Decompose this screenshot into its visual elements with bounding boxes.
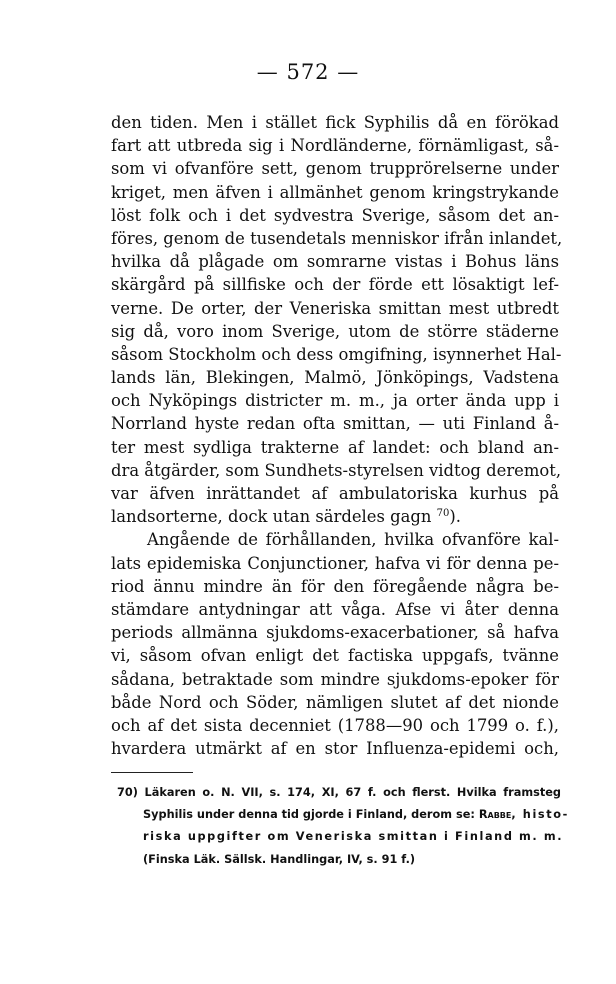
page-number: — 572 — [256, 60, 360, 84]
text-line: såsom Stockholm och dess omgifning, isynnerhet Hal- [111, 344, 562, 364]
text-line: stämdare antydningar att våga. Afse vi åter denna [111, 599, 559, 619]
footnote-reference-suffix: ). [449, 507, 461, 527]
text-line: och Nyköpings districter m. m., ja orter ända upp i [111, 391, 559, 411]
text-line: lands län, Blekingen, Malmö, Jönköpings, Vadstena [111, 368, 559, 388]
text-line: vi, såsom ofvan enligt det factiska uppgafs, tvänne [111, 646, 559, 666]
text-line: sig då, voro inom Sverige, utom de större städerne [111, 321, 559, 341]
text-line: hvardera utmärkt af en stor Influenza-epidemi och, [111, 739, 559, 759]
text-line: Norrland hyste redan ofta smittan, — uti Finland å- [111, 414, 559, 434]
text-line: och af det sista decenniet (1788—90 och 1799 o. f.), [111, 715, 559, 735]
text-line: kriget, men äfven i allmänhet genom kringstrykande [111, 182, 559, 202]
text-line: verne. De orter, der Veneriska smittan mest utbredt [111, 298, 559, 318]
text-line: föres, genom de tusendetals menniskor ifrån inlandet, [111, 228, 563, 248]
text-line: periods allmänna sjukdoms-exacerbationer, så hafva [111, 623, 559, 643]
text-line: den tiden. Men i stället fick Syphilis då en förökad [111, 113, 559, 132]
text-line: hvilka då plågade om somrarne vistas i Bohus läns [111, 252, 559, 272]
text-line: Angående de förhållanden, hvilka ofvanföre kal- [147, 530, 559, 550]
footnote-line: riska uppgifter om Veneriska smittan i Finland m. m. [143, 830, 564, 844]
text-line: riod ännu mindre än för den föregående några be- [111, 576, 559, 596]
footnote-line: (Finska Läk. Sällsk. Handlingar, IV, s. 91 f.) [143, 852, 416, 866]
footnote-divider [111, 772, 193, 773]
text-line: var äfven inrättandet af ambulatoriska kurhus på [111, 484, 559, 503]
footnote-line [117, 804, 569, 826]
text-line: både Nord och Söder, nämligen slutet af det nionde [111, 692, 559, 712]
text-line: lats epidemiska Conjunctioner, hafva vi för denna pe- [111, 553, 559, 573]
text-line: som vi ofvanföre sett, genom trupprörelserne under [111, 159, 559, 179]
text-line: ter mest sydliga trakterne af landet: och bland an- [111, 437, 559, 457]
text-line: landsorterne, dock utan särdeles gagn [111, 507, 432, 527]
text-line: dra åtgärder, som Sundhets-styrelsen vidtog deremot, [111, 460, 562, 480]
footnote-author: Rabbe [478, 808, 512, 822]
text-line: löst folk och i det sydvestra Sverige, såsom det an- [111, 205, 559, 225]
text-line: skärgård på sillfiske och der förde ett lösaktigt lef- [111, 275, 559, 295]
text-line-with-footnote [111, 505, 559, 528]
footnote-line: 70) Läkaren o. N. VII, s. 174, XI, 67 f. och flerst. Hvilka framsteg [117, 786, 561, 799]
footnote-reference: 70 [436, 508, 450, 520]
footnote-text: Syphilis under denna tid gjorde i Finland, derom se: [143, 808, 479, 822]
footnote-text: , histo- [511, 808, 569, 822]
footnote [117, 782, 569, 871]
text-line: fart att utbreda sig i Nordländerne, förnämligast, så- [111, 136, 559, 156]
text-line: sådana, betraktade som mindre sjukdoms-epoker för [111, 669, 559, 689]
body-text [111, 111, 563, 760]
